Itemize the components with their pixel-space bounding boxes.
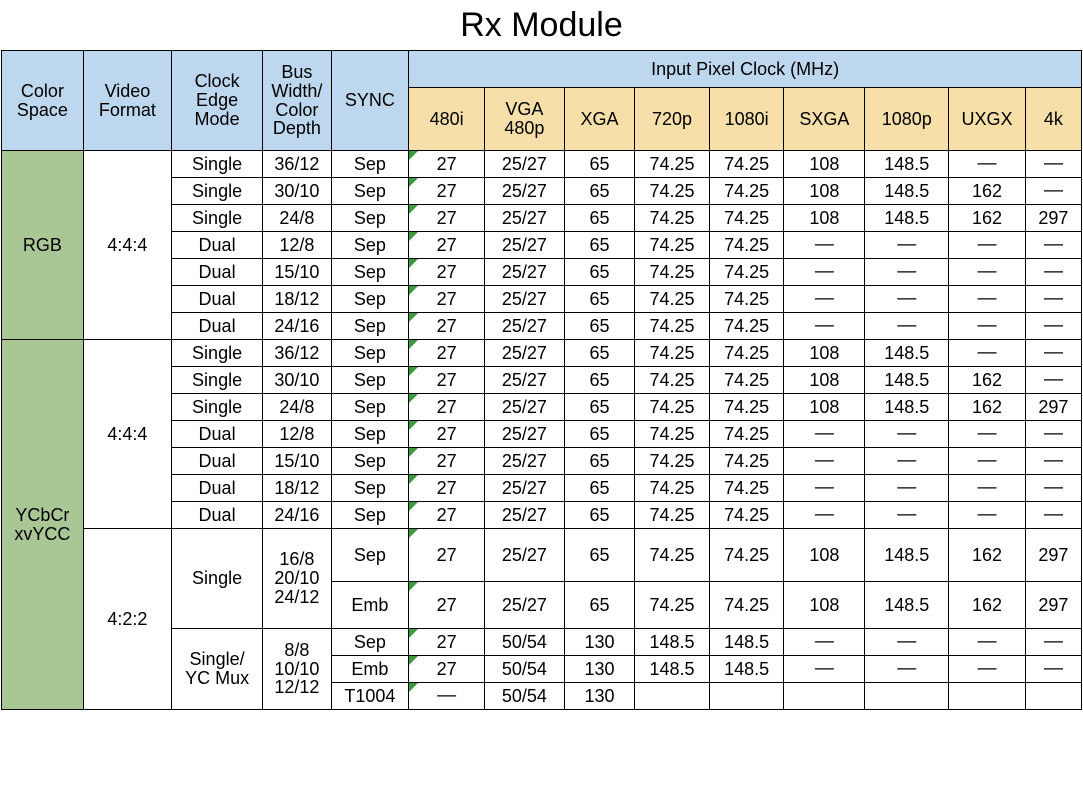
- cell-bus-width: 18/12: [263, 286, 331, 313]
- column-header-4k: 4k: [1025, 88, 1081, 151]
- cell-bus-width: 36/12: [263, 151, 331, 178]
- cell-clock-value: 65: [564, 151, 634, 178]
- column-header-1080i: 1080i: [709, 88, 784, 151]
- cell-clock-value: —: [1025, 151, 1081, 178]
- cell-clock-value: [635, 683, 710, 710]
- column-header-sync: SYNC: [331, 51, 409, 151]
- cell-clock-value: 74.25: [709, 286, 784, 313]
- cell-clock-value: 27: [409, 340, 485, 367]
- column-group-header-input-pixel-clock: Input Pixel Clock (MHz): [409, 51, 1082, 88]
- cell-clock-value: 148.5: [635, 656, 710, 683]
- cell-clock-value: —: [1025, 448, 1081, 475]
- cell-sync: Sep: [331, 151, 409, 178]
- cell-clock-value: 25/27: [484, 259, 564, 286]
- cell-clock-value: —: [1025, 475, 1081, 502]
- cell-clock-value: 74.25: [635, 151, 710, 178]
- cell-sync: Sep: [331, 232, 409, 259]
- cell-clock-value: —: [949, 475, 1026, 502]
- cell-clock-value: 74.25: [709, 340, 784, 367]
- cell-clock-value: —: [784, 629, 865, 656]
- cell-clock-value: —: [1025, 313, 1081, 340]
- cell-bus-width: 15/10: [263, 259, 331, 286]
- cell-sync: Sep: [331, 629, 409, 656]
- cell-clock-value: [784, 683, 865, 710]
- cell-clock-value: 74.25: [709, 367, 784, 394]
- column-header-vga-480p: VGA 480p: [484, 88, 564, 151]
- cell-clock-value: 27: [409, 205, 485, 232]
- cell-clock-value: —: [784, 475, 865, 502]
- cell-clock-value: 27: [409, 475, 485, 502]
- cell-color-space: YCbCr xvYCC: [2, 340, 84, 710]
- cell-clock-value: 148.5: [709, 656, 784, 683]
- cell-clock-value: 65: [564, 367, 634, 394]
- cell-clock-value: 74.25: [635, 313, 710, 340]
- cell-clock-value: 74.25: [709, 421, 784, 448]
- cell-clock-value: 25/27: [484, 340, 564, 367]
- cell-clock-value: 74.25: [709, 582, 784, 629]
- cell-clock-value: 74.25: [635, 205, 710, 232]
- cell-clock-value: —: [784, 656, 865, 683]
- column-header-bus-width-color-depth: Bus Width/ Color Depth: [263, 51, 331, 151]
- cell-clock-value: 162: [949, 178, 1026, 205]
- cell-clock-value: 162: [949, 367, 1026, 394]
- cell-clock-value: 74.25: [635, 529, 710, 582]
- cell-clock-value: 148.5: [865, 151, 949, 178]
- cell-clock-value: 74.25: [709, 205, 784, 232]
- cell-clock-value: 74.25: [709, 529, 784, 582]
- cell-bus-width: 12/8: [263, 421, 331, 448]
- cell-sync: Sep: [331, 286, 409, 313]
- cell-clock-value: —: [865, 232, 949, 259]
- cell-video-format: 4:4:4: [83, 340, 171, 529]
- cell-clock-value: 65: [564, 448, 634, 475]
- cell-clock-value: —: [949, 502, 1026, 529]
- cell-clock-value: 74.25: [709, 313, 784, 340]
- cell-clock-value: —: [949, 629, 1026, 656]
- cell-sync: Sep: [331, 502, 409, 529]
- cell-clock-value: 74.25: [635, 367, 710, 394]
- column-header-uxgx: UXGX: [949, 88, 1026, 151]
- cell-clock-value: 65: [564, 286, 634, 313]
- cell-clock-value: 74.25: [709, 448, 784, 475]
- cell-clock-value: 65: [564, 178, 634, 205]
- cell-clock-value: 162: [949, 582, 1026, 629]
- cell-clock-value: 74.25: [635, 340, 710, 367]
- cell-clock-value: 148.5: [865, 394, 949, 421]
- cell-clock-value: 25/27: [484, 286, 564, 313]
- cell-clock-value: —: [949, 313, 1026, 340]
- cell-clock-value: 25/27: [484, 313, 564, 340]
- cell-clock-edge-mode: Single: [171, 178, 262, 205]
- cell-clock-value: 65: [564, 340, 634, 367]
- cell-clock-value: —: [865, 421, 949, 448]
- cell-sync: Sep: [331, 313, 409, 340]
- cell-clock-edge-mode: Dual: [171, 286, 262, 313]
- cell-clock-value: —: [784, 502, 865, 529]
- cell-clock-value: 74.25: [709, 178, 784, 205]
- cell-clock-value: 25/27: [484, 582, 564, 629]
- cell-clock-value: —: [949, 286, 1026, 313]
- cell-clock-value: 27: [409, 151, 485, 178]
- cell-clock-value: —: [784, 286, 865, 313]
- column-header-clock-edge-mode: Clock Edge Mode: [171, 51, 262, 151]
- cell-clock-value: 74.25: [709, 151, 784, 178]
- cell-clock-value: —: [949, 151, 1026, 178]
- cell-clock-edge-mode: Dual: [171, 502, 262, 529]
- cell-clock-edge-mode: Dual: [171, 313, 262, 340]
- cell-clock-value: 25/27: [484, 448, 564, 475]
- cell-clock-value: 74.25: [635, 502, 710, 529]
- column-header-480i: 480i: [409, 88, 485, 151]
- cell-clock-value: 25/27: [484, 502, 564, 529]
- cell-clock-value: [949, 683, 1026, 710]
- cell-clock-value: —: [784, 313, 865, 340]
- cell-color-space: RGB: [2, 151, 84, 340]
- cell-clock-value: —: [1025, 629, 1081, 656]
- cell-clock-value: 148.5: [865, 582, 949, 629]
- cell-clock-value: 27: [409, 421, 485, 448]
- cell-clock-value: 50/54: [484, 629, 564, 656]
- table-body: [2, 151, 1082, 710]
- cell-clock-value: 74.25: [709, 394, 784, 421]
- cell-clock-value: 108: [784, 340, 865, 367]
- cell-clock-edge-mode: Single: [171, 205, 262, 232]
- cell-clock-value: 74.25: [635, 259, 710, 286]
- cell-clock-value: 74.25: [635, 421, 710, 448]
- cell-clock-value: —: [1025, 259, 1081, 286]
- cell-clock-value: 74.25: [635, 448, 710, 475]
- cell-clock-value: 65: [564, 232, 634, 259]
- cell-clock-value: 108: [784, 205, 865, 232]
- cell-clock-value: 25/27: [484, 394, 564, 421]
- cell-clock-value: 25/27: [484, 178, 564, 205]
- cell-clock-value: 27: [409, 313, 485, 340]
- cell-bus-width: 18/12: [263, 475, 331, 502]
- cell-sync: Sep: [331, 475, 409, 502]
- cell-clock-value: —: [784, 448, 865, 475]
- cell-clock-value: 27: [409, 232, 485, 259]
- cell-clock-value: 25/27: [484, 421, 564, 448]
- cell-sync: Sep: [331, 394, 409, 421]
- cell-clock-value: 27: [409, 656, 485, 683]
- cell-clock-value: —: [865, 656, 949, 683]
- cell-clock-value: —: [1025, 340, 1081, 367]
- cell-clock-value: 148.5: [865, 367, 949, 394]
- cell-clock-value: —: [1025, 367, 1081, 394]
- cell-clock-value: —: [865, 475, 949, 502]
- cell-sync: Sep: [331, 367, 409, 394]
- cell-clock-value: —: [865, 448, 949, 475]
- cell-clock-value: 108: [784, 178, 865, 205]
- cell-sync: Sep: [331, 529, 409, 582]
- cell-clock-value: 27: [409, 582, 485, 629]
- cell-clock-value: —: [949, 421, 1026, 448]
- cell-clock-value: 27: [409, 529, 485, 582]
- cell-clock-value: 108: [784, 394, 865, 421]
- cell-clock-value: 130: [564, 683, 634, 710]
- cell-sync: Sep: [331, 205, 409, 232]
- cell-clock-value: 65: [564, 529, 634, 582]
- cell-clock-value: —: [784, 421, 865, 448]
- cell-clock-value: 74.25: [709, 232, 784, 259]
- cell-clock-value: [1025, 683, 1081, 710]
- cell-clock-value: 74.25: [635, 394, 710, 421]
- cell-clock-value: 27: [409, 502, 485, 529]
- cell-bus-width: 24/8: [263, 205, 331, 232]
- cell-clock-value: 74.25: [635, 178, 710, 205]
- cell-clock-value: 74.25: [635, 286, 710, 313]
- cell-sync: Sep: [331, 340, 409, 367]
- cell-bus-width: 15/10: [263, 448, 331, 475]
- cell-bus-width: 24/8: [263, 394, 331, 421]
- cell-clock-value: —: [1025, 232, 1081, 259]
- cell-clock-value: 65: [564, 502, 634, 529]
- cell-clock-value: 65: [564, 313, 634, 340]
- cell-clock-value: 65: [564, 421, 634, 448]
- cell-clock-value: —: [949, 448, 1026, 475]
- cell-clock-edge-mode: Single: [171, 340, 262, 367]
- column-header-xga: XGA: [564, 88, 634, 151]
- cell-clock-value: 108: [784, 367, 865, 394]
- cell-clock-value: 65: [564, 259, 634, 286]
- cell-sync: Sep: [331, 178, 409, 205]
- cell-clock-value: 297: [1025, 582, 1081, 629]
- cell-sync: Sep: [331, 448, 409, 475]
- cell-clock-value: 25/27: [484, 529, 564, 582]
- cell-clock-value: 108: [784, 529, 865, 582]
- cell-bus-width: 30/10: [263, 367, 331, 394]
- cell-clock-value: 27: [409, 178, 485, 205]
- column-header-color-space: Color Space: [2, 51, 84, 151]
- cell-clock-value: 148.5: [865, 340, 949, 367]
- cell-clock-edge-mode: Single: [171, 151, 262, 178]
- cell-clock-value: —: [865, 502, 949, 529]
- column-header-sxga: SXGA: [784, 88, 865, 151]
- cell-clock-value: 25/27: [484, 367, 564, 394]
- cell-video-format: 4:2:2: [83, 529, 171, 710]
- cell-clock-value: —: [949, 340, 1026, 367]
- cell-clock-value: 74.25: [635, 232, 710, 259]
- cell-clock-value: 25/27: [484, 205, 564, 232]
- cell-clock-value: 50/54: [484, 656, 564, 683]
- cell-clock-edge-mode: Single: [171, 394, 262, 421]
- cell-clock-edge-mode: Dual: [171, 475, 262, 502]
- cell-clock-value: 162: [949, 394, 1026, 421]
- cell-clock-value: —: [1025, 502, 1081, 529]
- cell-clock-value: —: [949, 232, 1026, 259]
- cell-clock-value: —: [949, 656, 1026, 683]
- cell-clock-value: 148.5: [865, 205, 949, 232]
- cell-clock-value: 162: [949, 205, 1026, 232]
- cell-clock-value: 74.25: [709, 502, 784, 529]
- cell-clock-value: —: [865, 259, 949, 286]
- cell-clock-edge-mode: Dual: [171, 232, 262, 259]
- cell-clock-value: 148.5: [709, 629, 784, 656]
- cell-sync: Emb: [331, 582, 409, 629]
- cell-clock-value: 65: [564, 394, 634, 421]
- cell-bus-width: 16/8 20/10 24/12: [263, 529, 331, 629]
- cell-clock-value: —: [865, 286, 949, 313]
- cell-clock-value: —: [1025, 178, 1081, 205]
- table-row: [2, 340, 1082, 367]
- column-header-video-format: Video Format: [83, 51, 171, 151]
- cell-clock-value: 27: [409, 286, 485, 313]
- cell-clock-value: 27: [409, 259, 485, 286]
- cell-clock-value: [865, 683, 949, 710]
- cell-clock-value: 148.5: [635, 629, 710, 656]
- cell-clock-value: 130: [564, 629, 634, 656]
- cell-clock-value: 130: [564, 656, 634, 683]
- cell-clock-value: 297: [1025, 394, 1081, 421]
- table-header: [2, 51, 1082, 151]
- cell-clock-edge-mode: Single: [171, 367, 262, 394]
- column-header-720p: 720p: [635, 88, 710, 151]
- cell-clock-value: 74.25: [635, 475, 710, 502]
- cell-clock-edge-mode: Dual: [171, 421, 262, 448]
- page-title: Rx Module: [460, 6, 623, 44]
- cell-clock-value: 297: [1025, 529, 1081, 582]
- cell-video-format: 4:4:4: [83, 151, 171, 340]
- cell-clock-value: —: [1025, 656, 1081, 683]
- cell-clock-value: —: [949, 259, 1026, 286]
- cell-clock-value: 65: [564, 475, 634, 502]
- cell-clock-value: —: [865, 313, 949, 340]
- cell-clock-value: 50/54: [484, 683, 564, 710]
- cell-clock-value: 25/27: [484, 232, 564, 259]
- cell-sync: Emb: [331, 656, 409, 683]
- cell-clock-value: —: [784, 232, 865, 259]
- cell-clock-edge-mode: Single: [171, 529, 262, 629]
- cell-clock-value: 74.25: [709, 259, 784, 286]
- cell-clock-edge-mode: Dual: [171, 448, 262, 475]
- cell-clock-edge-mode: Dual: [171, 259, 262, 286]
- table-row: [2, 529, 1082, 582]
- cell-clock-value: 27: [409, 448, 485, 475]
- cell-clock-value: 74.25: [709, 475, 784, 502]
- cell-sync: Sep: [331, 421, 409, 448]
- cell-bus-width: 36/12: [263, 340, 331, 367]
- cell-clock-edge-mode: Single/ YC Mux: [171, 629, 262, 710]
- cell-clock-value: 65: [564, 582, 634, 629]
- cell-clock-value: 25/27: [484, 151, 564, 178]
- cell-clock-value: —: [865, 629, 949, 656]
- cell-clock-value: —: [1025, 421, 1081, 448]
- cell-bus-width: 12/8: [263, 232, 331, 259]
- column-header-1080p: 1080p: [865, 88, 949, 151]
- cell-bus-width: 30/10: [263, 178, 331, 205]
- table-row: [2, 151, 1082, 178]
- cell-clock-value: 27: [409, 629, 485, 656]
- cell-clock-value: 148.5: [865, 178, 949, 205]
- cell-bus-width: 24/16: [263, 313, 331, 340]
- cell-sync: T1004: [331, 683, 409, 710]
- cell-sync: Sep: [331, 259, 409, 286]
- cell-clock-value: —: [784, 259, 865, 286]
- cell-clock-value: 108: [784, 151, 865, 178]
- cell-clock-value: 162: [949, 529, 1026, 582]
- cell-clock-value: 148.5: [865, 529, 949, 582]
- rx-module-table: [1, 50, 1082, 710]
- cell-clock-value: 297: [1025, 205, 1081, 232]
- cell-clock-value: 108: [784, 582, 865, 629]
- cell-clock-value: 27: [409, 367, 485, 394]
- cell-clock-value: 65: [564, 205, 634, 232]
- cell-clock-value: 74.25: [635, 582, 710, 629]
- cell-bus-width: 8/8 10/10 12/12: [263, 629, 331, 710]
- cell-clock-value: —: [1025, 286, 1081, 313]
- cell-clock-value: —: [409, 683, 485, 710]
- cell-bus-width: 24/16: [263, 502, 331, 529]
- cell-clock-value: [709, 683, 784, 710]
- cell-clock-value: 27: [409, 394, 485, 421]
- cell-clock-value: 25/27: [484, 475, 564, 502]
